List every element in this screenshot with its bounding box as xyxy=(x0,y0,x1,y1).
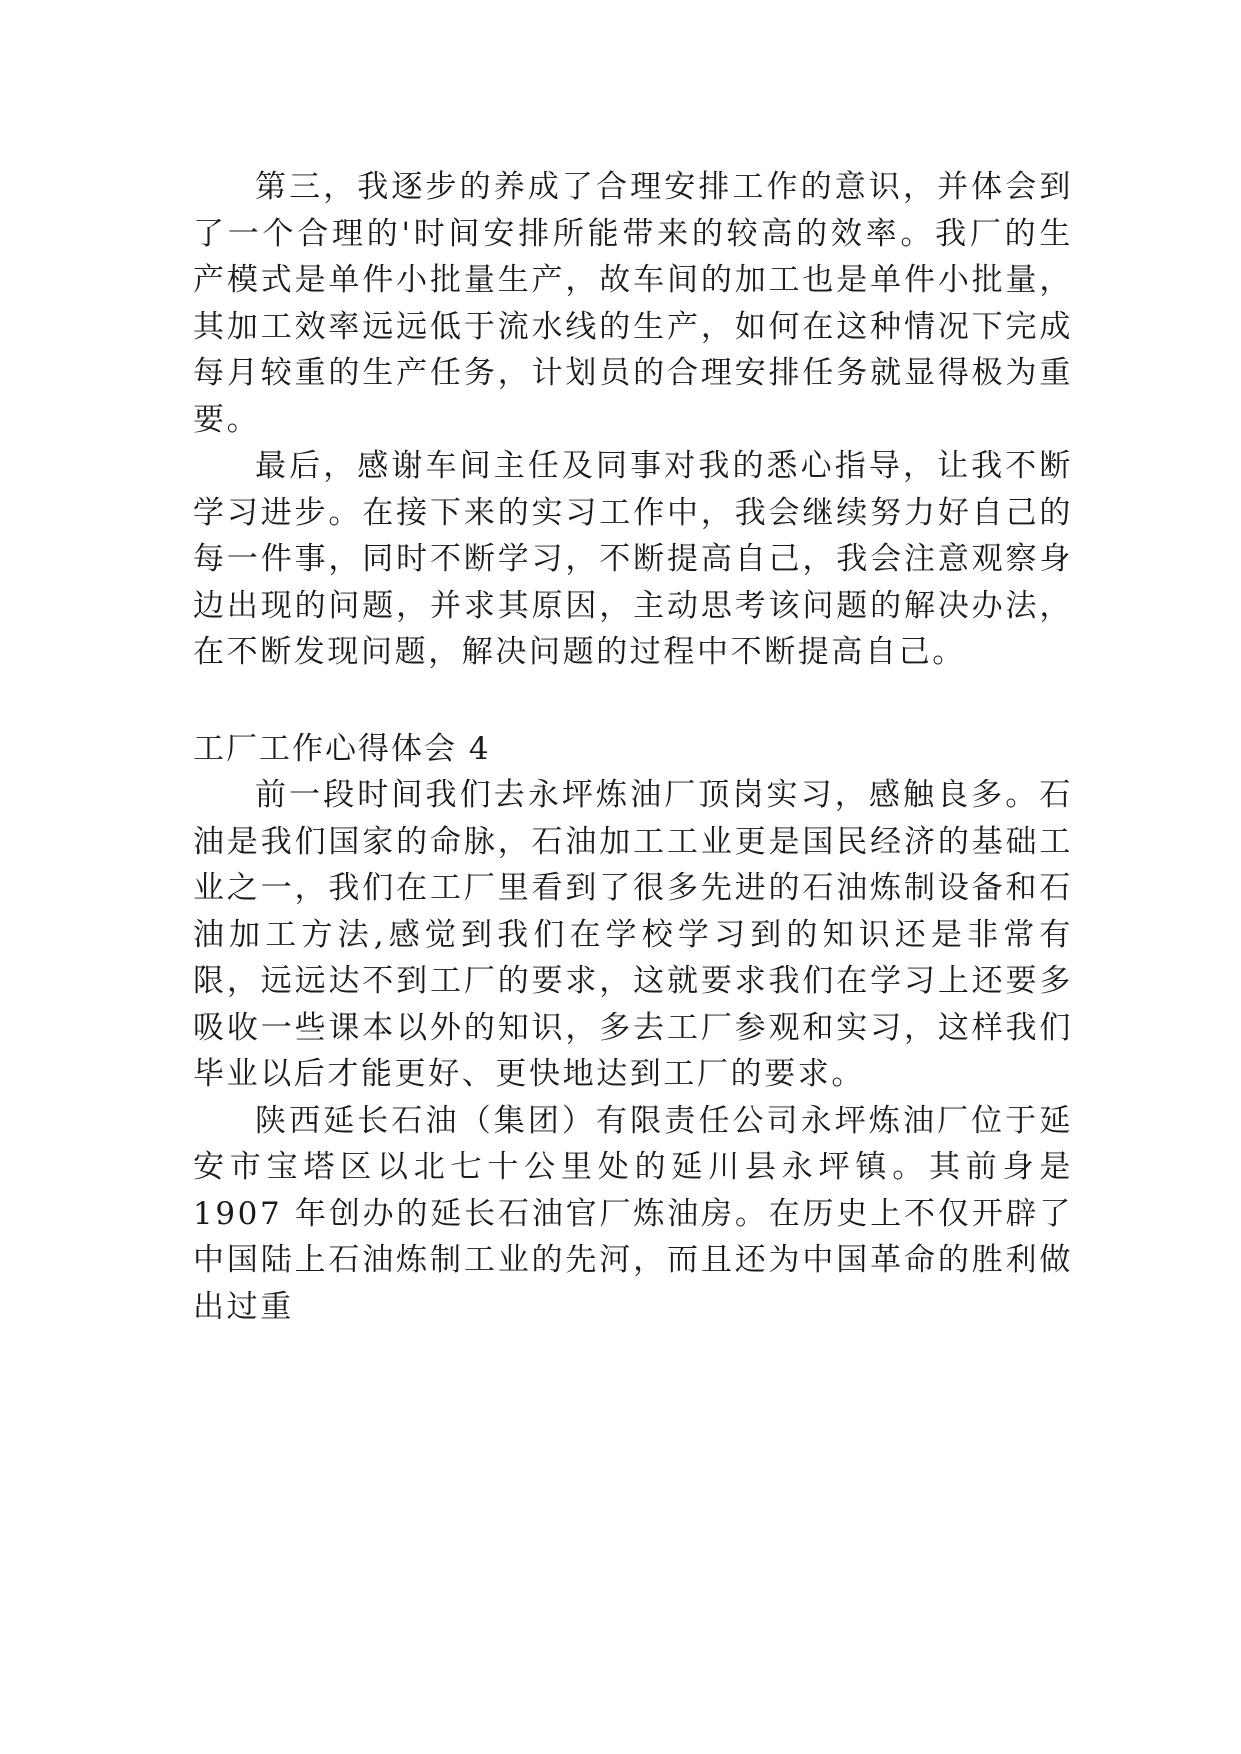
document-body xyxy=(193,164,1073,1330)
paragraph-internship-intro: 前一段时间我们去永坪炼油厂顶岗实习，感触良多。石油是我们国家的命脉，石油加工工业更是国民经济的基础工业之一，我们在工厂里看到了很多先进的石油炼制设备和石油加工方法,感觉到我们在学校学习到的知识还是非常有限，远远达不到工厂的要求，这就要求我们在学习上还要多吸收一些课本以外的知识，多去工厂参观和实习，这样我们毕业以后才能更好、更快地达到工厂的要求。 xyxy=(193,777,1073,1092)
section-title: 工厂工作心得体会 4 xyxy=(193,730,491,767)
paragraph-third-point: 第三，我逐步的养成了合理安排工作的意识，并体会到了一个合理的'时间安排所能带来的较高的效率。我厂的生产模式是单件小批量生产，故车间的加工也是单件小批量，其加工效率远远低于流水线的生产，如何在这种情况下完成每月较重的生产任务，计划员的合理安排任务就显得极为重要。 xyxy=(193,169,1073,438)
paragraph-refinery-history: 陕西延长石油（集团）有限责任公司永坪炼油厂位于延安市宝塔区以北七十公里处的延川县永坪镇。其前身是 1907 年创办的延长石油官厂炼油房。在历史上不仅开辟了中国陆上石油炼制工业的先河，而且还为中国革命的胜利做出过重 xyxy=(193,1102,1073,1325)
paragraph-closing-thanks: 最后，感谢车间主任及同事对我的悉心指导，让我不断学习进步。在接下来的实习工作中，我会继续努力好自己的每一件事，同时不断学习，不断提高自己，我会注意观察身边出现的问题，并求其原因，主动思考该问题的解决办法，在不断发现问题，解决问题的过程中不断提高自己。 xyxy=(193,448,1073,670)
